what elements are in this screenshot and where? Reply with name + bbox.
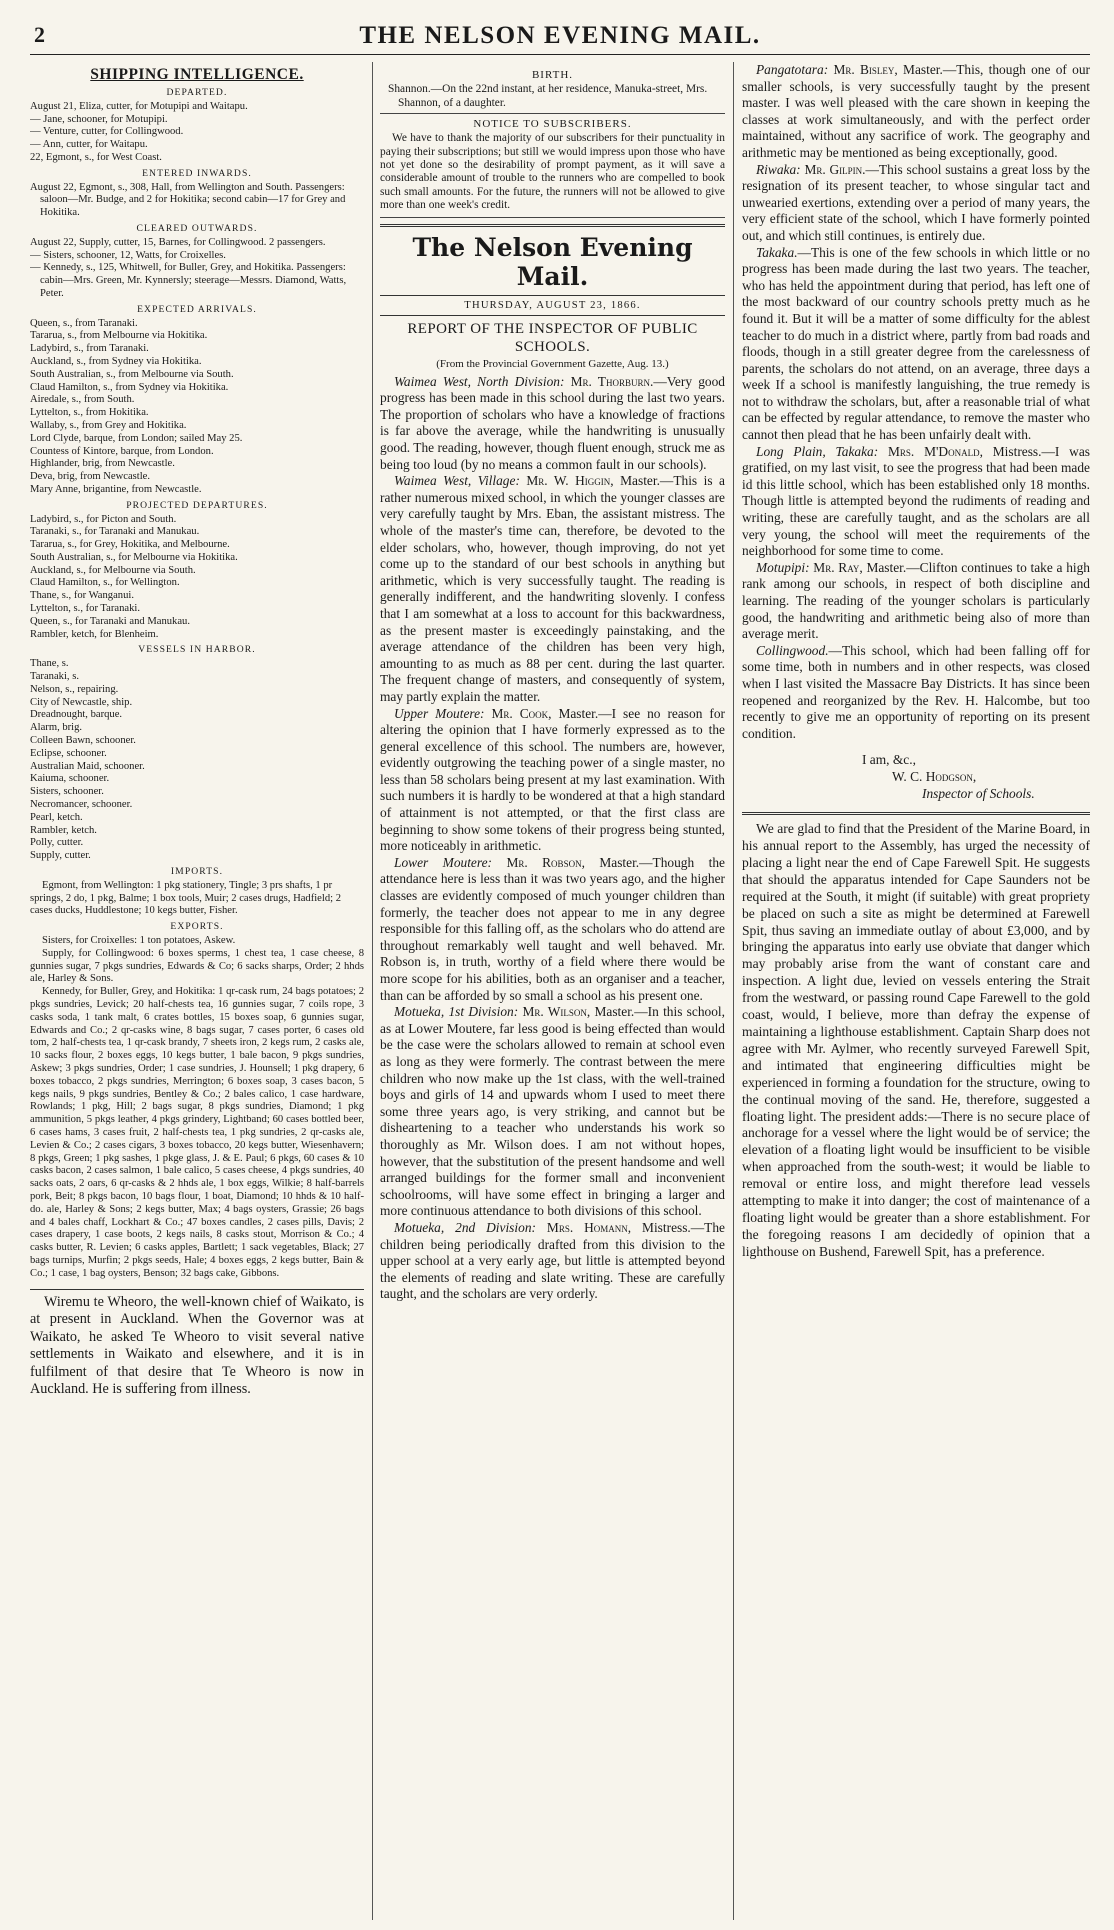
- birth-notice: [380, 62, 725, 114]
- list-item: Lord Clyde, barque, from London; sailed May 25.: [30, 432, 243, 444]
- divider: [380, 224, 725, 227]
- subheading-departed: DEPARTED.: [166, 87, 228, 98]
- divider: [742, 812, 1090, 815]
- list-item: — Sisters, schooner, 12, Watts, for Croixelles.: [30, 249, 226, 261]
- list-item: Pearl, ketch.: [30, 811, 83, 823]
- list-item: Supply, cutter.: [30, 850, 91, 862]
- exports-list: [30, 935, 364, 1281]
- list-item: Eclipse, schooner.: [30, 747, 107, 759]
- section-text: —This is one of the few schools in which little or no progress has been made during the last two years. The teacher, who has held the appointment during that period, has left one of the most backward of our country schools pretty much as he found it. But it will be a matter of some difficulty for the ablest teacher to do much in a district where, partly from bad roads and floods, though in a still greater degree from the carelessness of parents, the scholars do not attend, on an average, three days a week If a school is manifestly languishing, the true remedy is not to withdraw the scholars, but, after a reasonable trial of what can be effected by regular attendance, to remove the master who cannot then plead that he has been unfairly dealt with.: [742, 244, 1090, 443]
- signatory: W. C. Hodgson,: [892, 768, 977, 784]
- list-item: Polly, cutter.: [30, 837, 84, 849]
- school-name: Long Plain, Takaka:: [756, 443, 879, 459]
- list-item: Dreadnought, barque.: [30, 709, 123, 721]
- list-item: Necromancer, schooner.: [30, 799, 133, 811]
- report-title: REPORT OF THE INSPECTOR OF PUBLIC SCHOOLS.: [407, 320, 698, 355]
- section-text: —Very good progress has been made in this school during the last two years. The proportion of scholars who have a knowledge of fractions is far above the average, while the handwriting is unusually good. The reading, however, though fluent enough, struck me as being too loud (by no means a common fault in our schools).: [380, 373, 725, 472]
- list-item: Highlander, brig, from Newcastle.: [30, 458, 175, 470]
- notice-heading: NOTICE TO SUBSCRIBERS.: [473, 118, 632, 131]
- list-item: Lyttelton, s., from Hokitika.: [30, 407, 149, 419]
- list-item: August 22, Egmont, s., 308, Hall, from Wellington and South. Passengers: saloon—Mr. Budge, and 2 for Hokitika; second cabin—17 for Grey and Hokitika.: [30, 181, 346, 219]
- lighthouse-paragraph: We are glad to find that the President of the Marine Board, in his annual report to the Assembly, has urged the necessity of placing a light near the end of Cape Farewell Spit. He suggests that should the apparatus intended for Cape Saunders not be required at the South, it might (if suitable) with great propriety be placed on such a site as might be determined at Farewell Spit, thus saving an immediate outlay of about £3,000, and by bringing the apparatus into early use obviate that danger which may probably arise from the want of constant care and inspection. A light due, levied on vessels entering the Strait from the westward, or passing round Cape Farewell to the gold coast, would, I believe, more than defray the expense of maintaining a lighthouse establishment. Captain Sharp does not agree with Mr. Aylmer, who recently surveyed Farewell Spit, and intimated that engineering difficulties might be experienced in forming a foundation for the structure, owing to the continual moving of the sand. He, therefore, suggested a floating light. The president adds:—There is no secure place of anchorage for a vessel where the light would be of service; the elevation of a floating light would be insufficient to be visible when approached from the south-west; it would be liable to removal or entire loss, and might therefore lead vessels attempting to make it into danger; the cost of maintenance of a floating light would be greater than a shore establishment. For the foregoing reasons I am decidedly of opinion that a lighthouse on Bushend, Farewell Spit, has a preference.: [742, 821, 1090, 1259]
- subheading-harbor: VESSELS IN HARBOR.: [138, 644, 256, 656]
- list-item: — Ann, cutter, for Waitapu.: [30, 139, 148, 151]
- school-name: Upper Moutere:: [394, 705, 485, 721]
- list-item: Countess of Kintore, barque, from London.: [30, 445, 214, 457]
- list-item: Lyttelton, s., for Taranaki.: [30, 603, 140, 615]
- list-item: Rambler, ketch, for Blenheim.: [30, 628, 159, 640]
- list-item: Taranaki, s.: [30, 671, 79, 683]
- school-name: Lower Moutere:: [394, 854, 492, 870]
- section-text: Master.—Though the attendance here is less than it was two years ago, and the higher classes are evidently composed of much younger children than formerly, the teacher does not appear to me in any degree responsible for this falling off, as the scholars who do attend are throughout remarkably well taught and well behaved. Mr. Robson is, in truth, worthy of a field where there would be more scope for his abilities, both as an organiser and a teacher, than can be afforded by so small a school as his present one.: [380, 854, 725, 1003]
- exports-paragraph: Supply, for Collingwood: 6 boxes sperms, 1 chest tea, 1 case cheese, 8 gunnies sugar, 7 pkgs sundries, Edwards & Co; 6 sacks sharps, Order; 2 hhds ale, Harley & Sons.: [30, 947, 364, 985]
- report-section: [380, 855, 725, 1004]
- teacher-name: Mrs. M'Donald,: [888, 443, 983, 459]
- divider: [380, 295, 725, 296]
- expected-list: [30, 318, 364, 497]
- teacher-name: Mr. Bisley,: [833, 62, 898, 77]
- list-item: Taranaki, s., for Taranaki and Manukau.: [30, 526, 200, 538]
- list-item: Queen, s., for Taranaki and Manukau.: [30, 615, 190, 627]
- section-text: —This school, which had been falling off for some time, both in numbers and in other respects, was closed when I last visited the Massacre Bay Districts. It has since been reopened and reorganized by the Rev. H. Halcombe, but too recently to give me an opportunity of reporting on its present condition.: [742, 642, 1090, 741]
- section-heading: SHIPPING INTELLIGENCE.: [90, 66, 304, 83]
- exports-paragraph: Kennedy, for Buller, Grey, and Hokitika: 1 qr-cask rum, 24 bags potatoes; 2 pkgs sundries, Levick; 20 half-chests tea, 16 gunnies sugar, 7 coils rope, 3 casks soda, 1 tank malt, 6 crates bottles, 15 boxes soap, 6 gunnies sugar, Edwards and Co.; 2 qr-casks wine, 8 bags sugar, 7 cases porter, 6 cases old tom, 2 half-chests tea, 1 qr-cask brandy, 7 sheets iron, 2 kegs rum, 2 casks ale, 10 sacks flour, 2 boxes eggs, 10 kegs butter, 1 bale bacon, 9 pkgs sundries, Askew; 3 pkgs sundries, Order; 1 case sundries, J. Hounsell; 1 pkg drapery, 6 boxes tobacco, 2 pkgs sundries, Merrington; 6 boxes soap, 3 cases bacon, 5 kegs nails, 9 pkgs sundries, Bentley & Co.; 2 bales calico, 1 case hardware, Rowlands; 1 pkg, Hill; 2 bags sugar, 8 pkgs sundries, Diamond; 1 pkg ammunition, 5 pkgs leather, 4 pkgs grindery, Lightband; 60 cases bottled beer, 6 cases hams, 3 cases fruit, 2 half-chests tea, 1 pkg sundries, 2 qr-casks ale, Levien & Co.; 2 cases cigars, 3 boxes tobacco, 20 kegs butter, Wiesenhavern; 8 pkgs, Green; 1 pkg sashes, 1 pkge glass, J. & E. Paul; 6 pkgs, 60 cases & 10 casks bacon, 2 cases salmon, 1 bale calico, 5 cases cheese, 4 pkgs sundries, 40 sacks oats, 2 oars, 6 qr-casks & 2 hhds ale, 1 box eggs, Wilkie; 8 half-barrels pork, Beit; 8 pkgs bacon, 10 bags flour, 1 boat, Diamond; 10 hhds & 10 half-do. ale, Harley & Sons; 2 kegs butter, Max; 4 bags oysters, Grassie; 26 bags and 4 bales chaff, Lockhart & Co.; 47 boxes candles, 2 cases pills, Davis; 2 cases drapery, 1 case boots, 2 kegs nails, 8 casks stout, Morrison & Co.; 4 casks butter, R. Levien; 6 casks apples, Bartlett; 1 sack vegetables, Black; 27 bags turnips, Murfin; 2 pkgs seeds, Hale; 4 boxes eggs, 2 kegs butter, Bain & Co.; 1 case, 1 bag oysters, Benson; 32 bags cake, Gibbons.: [30, 986, 364, 1279]
- report-section: [742, 245, 1090, 444]
- column-rule: [733, 62, 734, 1920]
- subheading-imports: IMPORTS.: [170, 866, 224, 878]
- masthead: [30, 18, 1090, 55]
- list-item: August 22, Supply, cutter, 15, Barnes, for Collingwood. 2 passengers.: [30, 236, 326, 248]
- list-item: Rambler, ketch.: [30, 824, 97, 836]
- list-item: Thane, s.: [30, 658, 69, 670]
- list-item: Mary Anne, brigantine, from Newcastle.: [30, 483, 202, 495]
- newspaper-title: THE NELSON EVENING MAIL.: [359, 22, 761, 49]
- teacher-name: Mr. Ray,: [813, 559, 863, 575]
- column-report: [380, 62, 725, 1920]
- report-section: [380, 473, 725, 705]
- report-body-b: [742, 62, 1090, 742]
- departed-list: [30, 101, 364, 165]
- list-item: Auckland, s., for Melbourne via South.: [30, 564, 196, 576]
- harbor-list: [30, 658, 364, 863]
- column-rule: [372, 62, 373, 1920]
- section-text: Master.—Clifton continues to take a high rank among our schools, in respect of both discipline and learning. The reading of the younger scholars is particularly good, the handwriting and arithmetic being also of more than average merit.: [742, 559, 1090, 642]
- list-item: Alarm, brig.: [30, 722, 83, 734]
- school-name: Motueka, 2nd Division:: [394, 1219, 536, 1235]
- list-item: Airedale, s., from South.: [30, 394, 135, 406]
- divider: [380, 315, 725, 316]
- section-text: Mistress.—The children being periodically drafted from this division to the upper school at a very early age, but little is attempted beyond the elements of reading and slate writing. These are carefully taught, and the scholars are very orderly.: [380, 1219, 725, 1302]
- teacher-name: Mr. W. Higgin,: [526, 473, 614, 489]
- teacher-name: Mr. Wilson,: [522, 1004, 591, 1020]
- divider: [30, 1289, 364, 1290]
- entered-list: [30, 182, 364, 220]
- subheading-projected: PROJECTED DEPARTURES.: [126, 499, 268, 511]
- section-text: Master.—I see no reason for altering the opinion that I have formerly expressed as to the general excellence of this school. The numbers are, however, evidently outgrowing the teaching power of a single master, no less than 58 scholars being present at my last examination. With such numbers it is hardly to be wondered at that a high standard of attainment is not attempted, or that the first class are beginning to show some tokens of their progress being stunted, more noticeably in arithmetic.: [380, 705, 725, 854]
- list-item: — Venture, cutter, for Collingwood.: [30, 126, 184, 138]
- teacher-name: Mr. Gilpin.: [804, 161, 866, 177]
- report-section: [380, 1004, 725, 1220]
- section-text: Master.—This, though one of our smaller schools, is very successfully taught by the present master. I was well pleased with the care shown in keeping the classes at work simultaneously, and with the perfect order maintained, without any sacrifice of work. The geography and arithmetic may be mentioned as being exceptionally, good.: [742, 62, 1090, 160]
- birth-text: Shannon.—On the 22nd instant, at her residence, Manuka-street, Mrs. Shannon, of a daughter.: [388, 83, 708, 109]
- school-name: Motupipi:: [756, 559, 810, 575]
- list-item: Ladybird, s., from Taranaki.: [30, 343, 149, 355]
- column-continued: [742, 62, 1090, 1920]
- list-item: Ladybird, s., for Picton and South.: [30, 513, 177, 525]
- list-item: — Jane, schooner, for Motupipi.: [30, 113, 168, 125]
- shipping-list: [30, 87, 364, 1281]
- list-item: Deva, brig, from Newcastle.: [30, 471, 151, 483]
- list-item: South Australian, s., for Melbourne via Hokitika.: [30, 551, 238, 563]
- teacher-name: Mrs. Homann,: [546, 1219, 632, 1235]
- school-name: Waimea West, Village:: [394, 473, 520, 489]
- columns: [30, 62, 1090, 1920]
- list-item: Auckland, s., from Sydney via Hokitika.: [30, 355, 202, 367]
- list-item: Nelson, s., repairing.: [30, 683, 119, 695]
- list-item: Queen, s., from Taranaki.: [30, 317, 138, 329]
- subscriber-notice: [380, 118, 725, 217]
- birth-heading: BIRTH.: [531, 69, 574, 81]
- list-item: Sisters, schooner.: [30, 786, 104, 798]
- subheading-entered: ENTERED INWARDS.: [142, 167, 252, 179]
- list-item: August 21, Eliza, cutter, for Motupipi and Waitapu.: [30, 100, 248, 112]
- report-section: [742, 162, 1090, 245]
- list-item: Wallaby, s., from Grey and Hokitika.: [30, 419, 187, 431]
- section-text: Master.—In this school, as at Lower Moutere, far less good is being effected than would be the case were the scholars allowed to remain at school even as long as they were formerly. The contrast between the mere children who now make up the 1st class, with the well-trained boys and girls of 14 and upwards whom I used to meet there some three years ago, is very striking, and cannot but be disheartening to a teacher who understands his work so thoroughly as Mr. Wilson does. I am not without hopes, however, that the substitution of the present handsome and well arranged buildings for the former small and inconvenient schoolrooms, will have some effect in bringing a larger and more continuous attendance to both divisions of this school.: [380, 1004, 725, 1219]
- section-text: Master.—This is a rather numerous mixed school, in which the younger classes are very carefully taught by Mrs. Eban, the assistant mistress. The whole of the master's time can, therefore, be devoted to the elder scholars, who, however, though improving, do not yet come up to the standard of our best schools in anything but arithmetic, which is very successfully taught. The reading is generally indifferent, and the handwriting slovenly. I confess that I am somewhat at a loss to account for this backwardness, as the present master is exceedingly painstaking, and the average attendance of the children has been very high, amounting to as much as 88 per cent. during the last quarter. The frequent change of masters, and consequently of system, may partly explain the matter.: [380, 473, 725, 704]
- report-signature: [742, 752, 1090, 802]
- school-name: Pangatotara:: [756, 62, 829, 77]
- report-source: (From the Provincial Government Gazette, Aug. 13.): [436, 357, 669, 370]
- report-section: [742, 62, 1090, 162]
- section-text: Mistress.—I was gratified, on my last visit, to see the progress that had been made id this little school, which has been established only 18 months. Though little is attempted beyond the rudiments of reading and writing, these are carefully taught, and as the scholars are all very young, the school will meet the requirements of the neighborhood for some time to come.: [742, 443, 1090, 559]
- teacher-name: Mr. Thorburn.: [570, 373, 654, 389]
- list-item: Thane, s., for Wanganui.: [30, 590, 134, 602]
- list-item: Tararua, s., for Grey, Hokitika, and Melbourne.: [30, 539, 230, 551]
- closing: I am, &c.,: [862, 752, 916, 768]
- list-item: Colleen Bawn, schooner.: [30, 735, 136, 747]
- list-item: Claud Hamilton, s., for Wellington.: [30, 577, 180, 589]
- list-item: South Australian, s., from Melbourne via South.: [30, 368, 234, 380]
- report-section: [742, 444, 1090, 560]
- signatory-title: Inspector of Schools.: [922, 785, 1035, 801]
- report-body-a: [380, 374, 725, 1303]
- report-section: [380, 374, 725, 474]
- school-name: Riwaka:: [756, 161, 801, 177]
- notice-text: We have to thank the majority of our subscribers for their punctuality in paying their subscriptions; but still we would impress upon those who have not yet done so the desirability of prompt payment, as it will save a considerable amount of trouble to the runners who are compelled to book such small amounts. For the future, the runners will not be allowed to give more than one week's credit.: [380, 132, 725, 212]
- subheading-cleared: CLEARED OUTWARDS.: [136, 222, 258, 234]
- subheading-exports: EXPORTS.: [170, 921, 224, 933]
- teacher-name: Mr. Robson,: [506, 854, 585, 870]
- exports-paragraph: Sisters, for Croixelles: 1 ton potatoes, Askew.: [42, 935, 236, 946]
- report-section: [380, 706, 725, 855]
- report-section: [742, 560, 1090, 643]
- list-item: Tararua, s., from Melbourne via Hokitika.: [30, 330, 208, 342]
- school-name: Waimea West, North Division:: [394, 373, 565, 389]
- list-item: — Kennedy, s., 125, Whitwell, for Buller, Grey, and Hokitika. Passengers: cabin—Mrs. Green, Mr. Kynnersly; steerage—Messrs. Diamond, Watts, Peter.: [30, 262, 347, 299]
- subheading-expected: EXPECTED ARRIVALS.: [137, 303, 257, 315]
- school-name: Collingwood.: [756, 642, 829, 658]
- list-item: 22, Egmont, s., for West Coast.: [30, 151, 162, 163]
- teacher-name: Mr. Cook,: [491, 705, 552, 721]
- school-name: Motueka, 1st Division:: [394, 1004, 519, 1020]
- list-item: City of Newcastle, ship.: [30, 696, 133, 708]
- list-item: Australian Maid, schooner.: [30, 760, 145, 772]
- report-section: [380, 1220, 725, 1303]
- list-item: Kaiuma, schooner.: [30, 773, 110, 785]
- list-item: Claud Hamilton, s., from Sydney via Hokitika.: [30, 381, 229, 393]
- school-name: Takaka.: [756, 244, 798, 260]
- projected-list: [30, 514, 364, 642]
- imports-text: Egmont, from Wellington: 1 pkg stationery, Tingle; 3 prs shafts, 1 pr springs, 2 do, 1 pkg, Balme; 1 box tools, Muir; 2 cases drugs, Hadfield; 2 cases ducks, Huddlestone; 10 kegs butter, Fisher.: [30, 879, 342, 917]
- section-text: —This school sustains a great loss by the resignation of its present teacher, to whose singular tact and unwearied exertions, extending over a period of many years, the very efficient state of the school, which I have formerly pointed out, and which still continues, is entirely due.: [742, 161, 1090, 243]
- wiremu-paragraph: Wiremu te Wheoro, the well-known chief of Waikato, is at present in Auckland. When the Governor was at Waikato, he asked Te Wheoro to visit several native settlements in Waikato and elsewhere, and it is in fulfilment of that desire that Te Wheoro is now in Auckland. He is suffering from illness.: [30, 1293, 364, 1398]
- nameplate: The Nelson Evening Mail.: [412, 232, 693, 291]
- report-section: [742, 643, 1090, 743]
- cleared-list: [30, 237, 364, 301]
- column-shipping: [30, 62, 364, 1920]
- issue-date: THURSDAY, AUGUST 23, 1866.: [464, 299, 641, 311]
- page-number: 2: [34, 22, 45, 47]
